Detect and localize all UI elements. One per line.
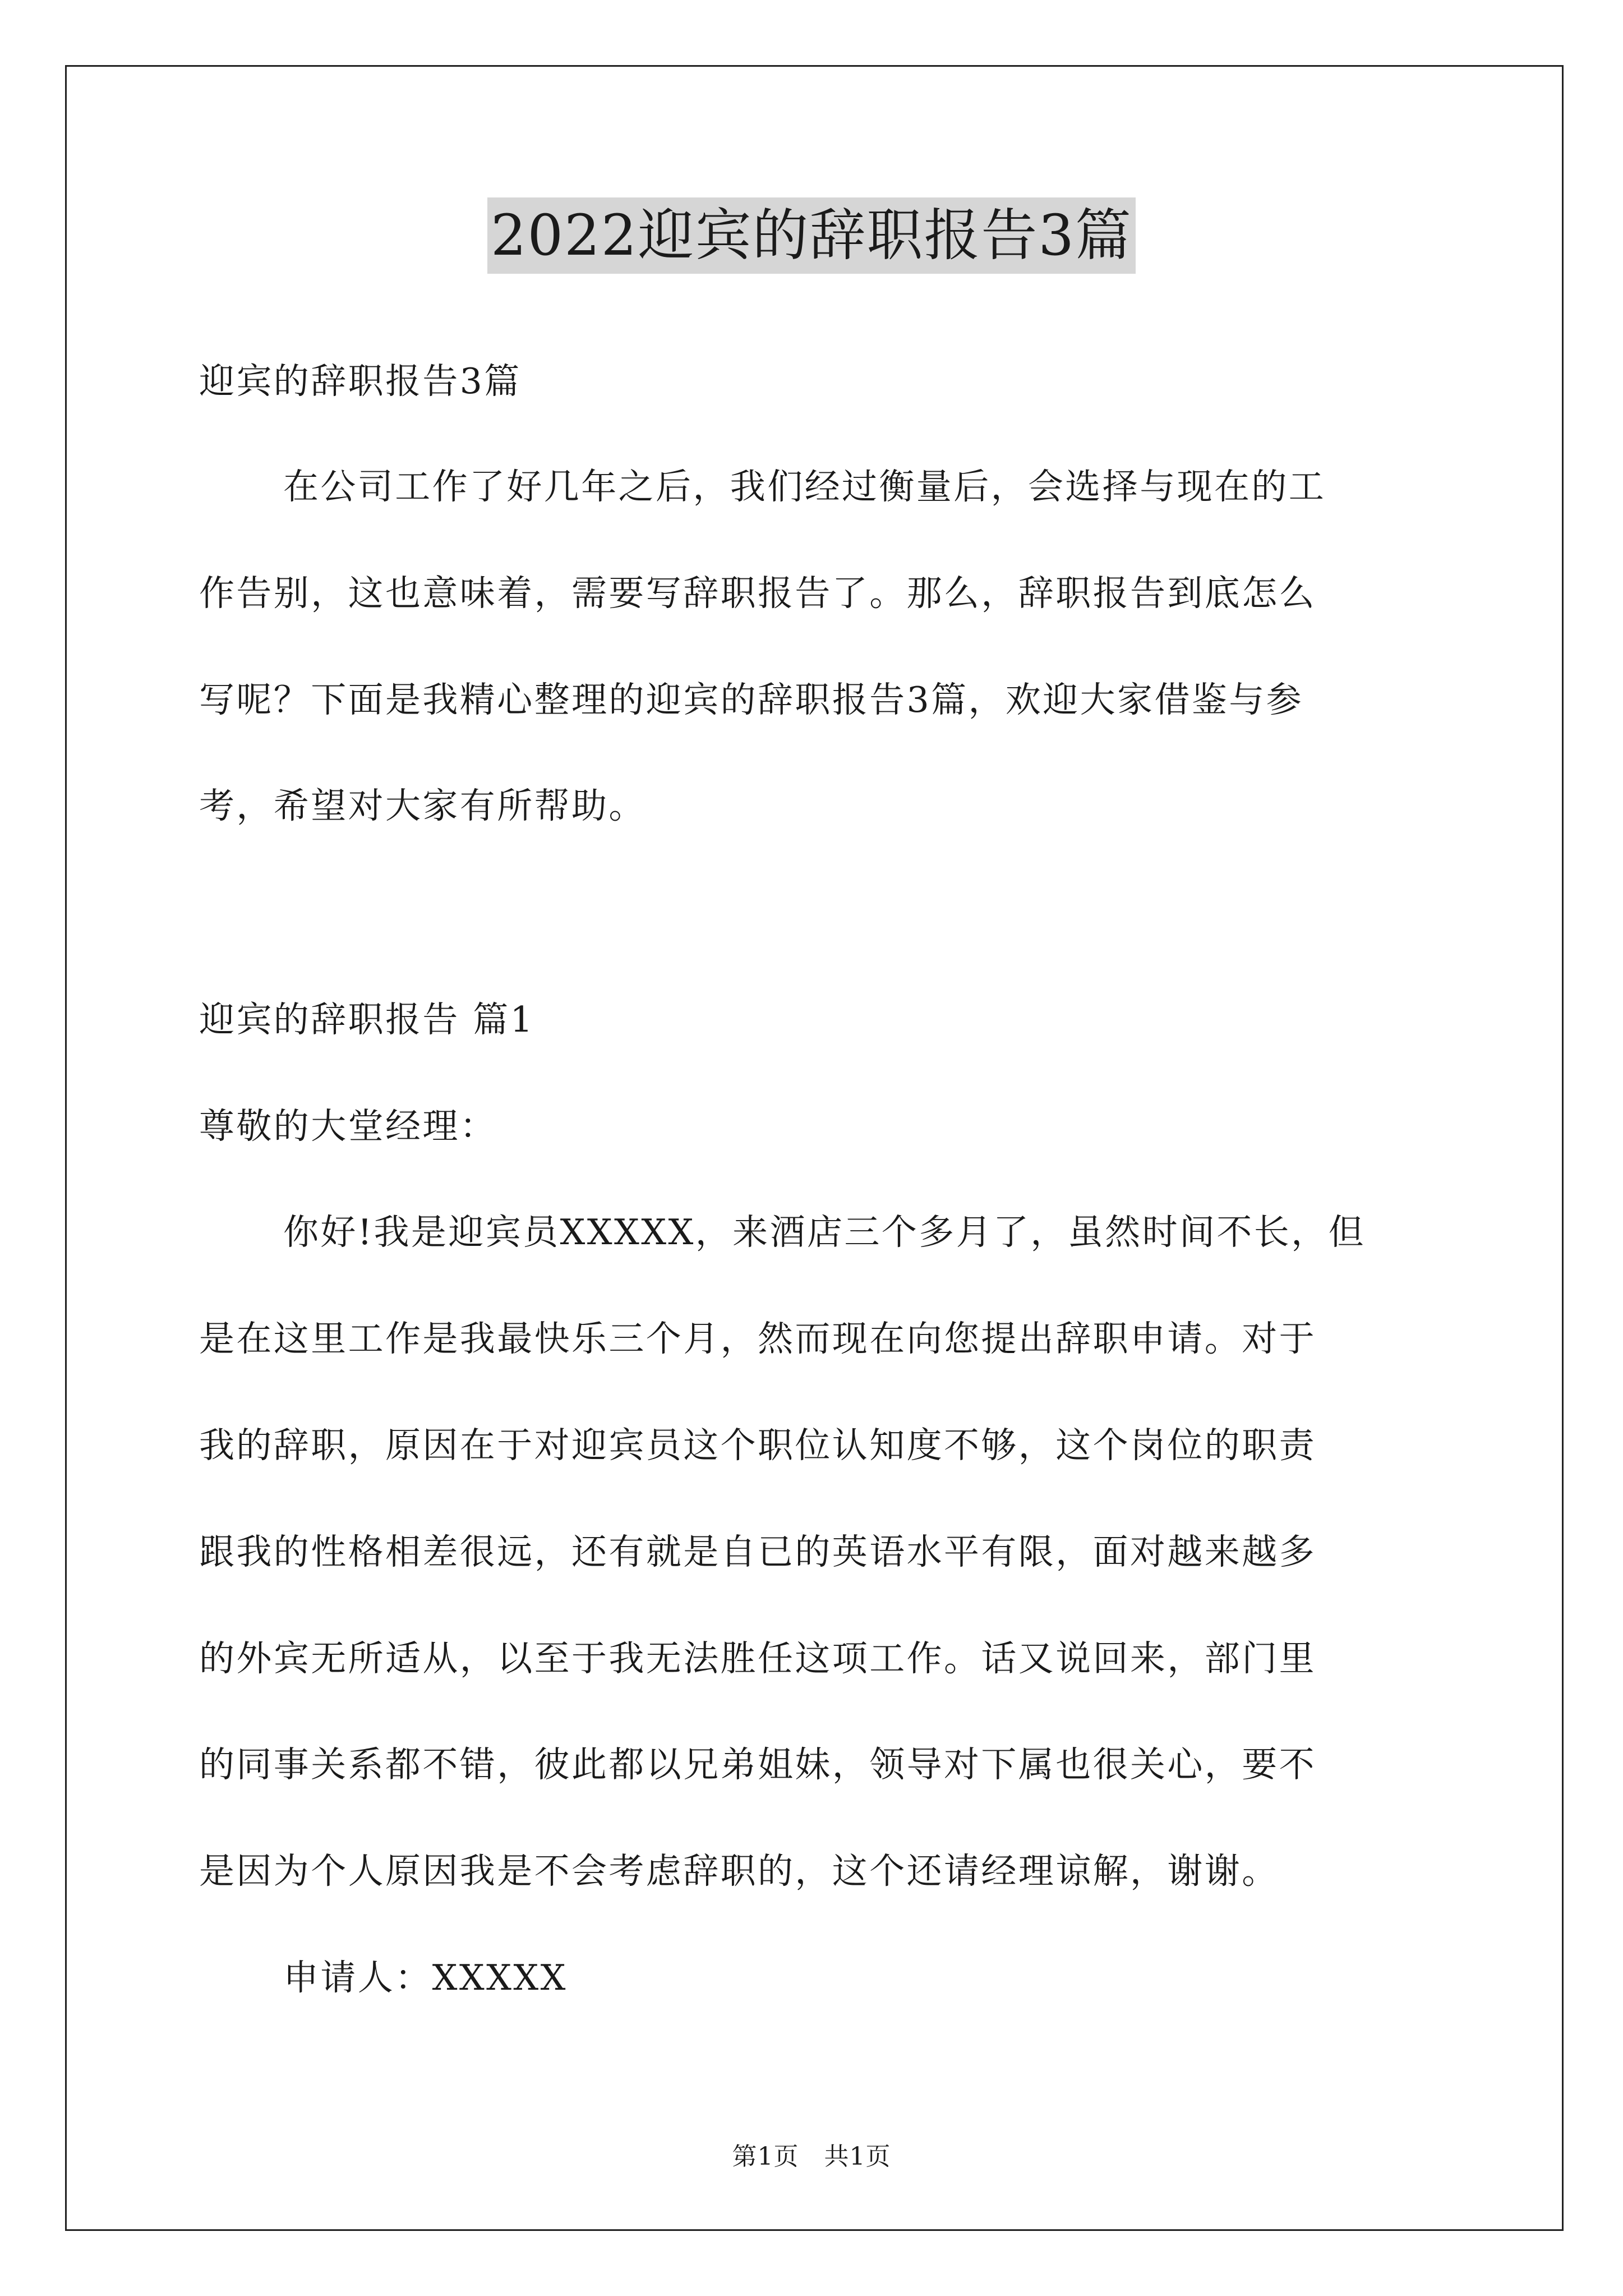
applicant-signature: 申请人：XXXXX — [283, 1957, 568, 1998]
salutation: 尊敬的大堂经理： — [199, 1106, 497, 1147]
intro-line-2: 作告别，这也意味着，需要写辞职报告了。那么，辞职报告到底怎么 — [199, 573, 1316, 614]
intro-line-3: 写呢？下面是我精心整理的迎宾的辞职报告3篇，欢迎大家借鉴与参 — [199, 679, 1304, 720]
page-footer: 第1页 共1页 — [732, 2142, 891, 2171]
document-subtitle: 迎宾的辞职报告3篇 — [199, 361, 522, 402]
letter-line-2: 是在这里工作是我最快乐三个月，然而现在向您提出辞职申请。对于 — [199, 1318, 1316, 1359]
letter-line-4: 跟我的性格相差很远，还有就是自已的英语水平有限，面对越来越多 — [199, 1531, 1316, 1572]
section-heading: 迎宾的辞职报告 篇1 — [199, 999, 535, 1040]
intro-line-4: 考，希望对大家有所帮助。 — [199, 785, 646, 826]
letter-line-7: 是因为个人原因我是不会考虑辞职的，这个还请经理谅解，谢谢。 — [199, 1851, 1279, 1892]
letter-line-6: 的同事关系都不错，彼此都以兄弟姐妹，领导对下属也很关心，要不 — [199, 1744, 1316, 1785]
title-container — [0, 197, 1623, 274]
document-title: 2022迎宾的辞职报告3篇 — [487, 197, 1136, 274]
intro-line-1: 在公司工作了好几年之后，我们经过衡量后，会选择与现在的工 — [283, 466, 1326, 507]
letter-line-3: 我的辞职，原因在于对迎宾员这个职位认知度不够，这个岗位的职责 — [199, 1425, 1316, 1466]
letter-line-1: 你好!我是迎宾员XXXXX，来酒店三个多月了，虽然时间不长，但 — [283, 1212, 1366, 1253]
letter-line-5: 的外宾无所适从，以至于我无法胜任这项工作。话又说回来，部门里 — [199, 1638, 1316, 1679]
